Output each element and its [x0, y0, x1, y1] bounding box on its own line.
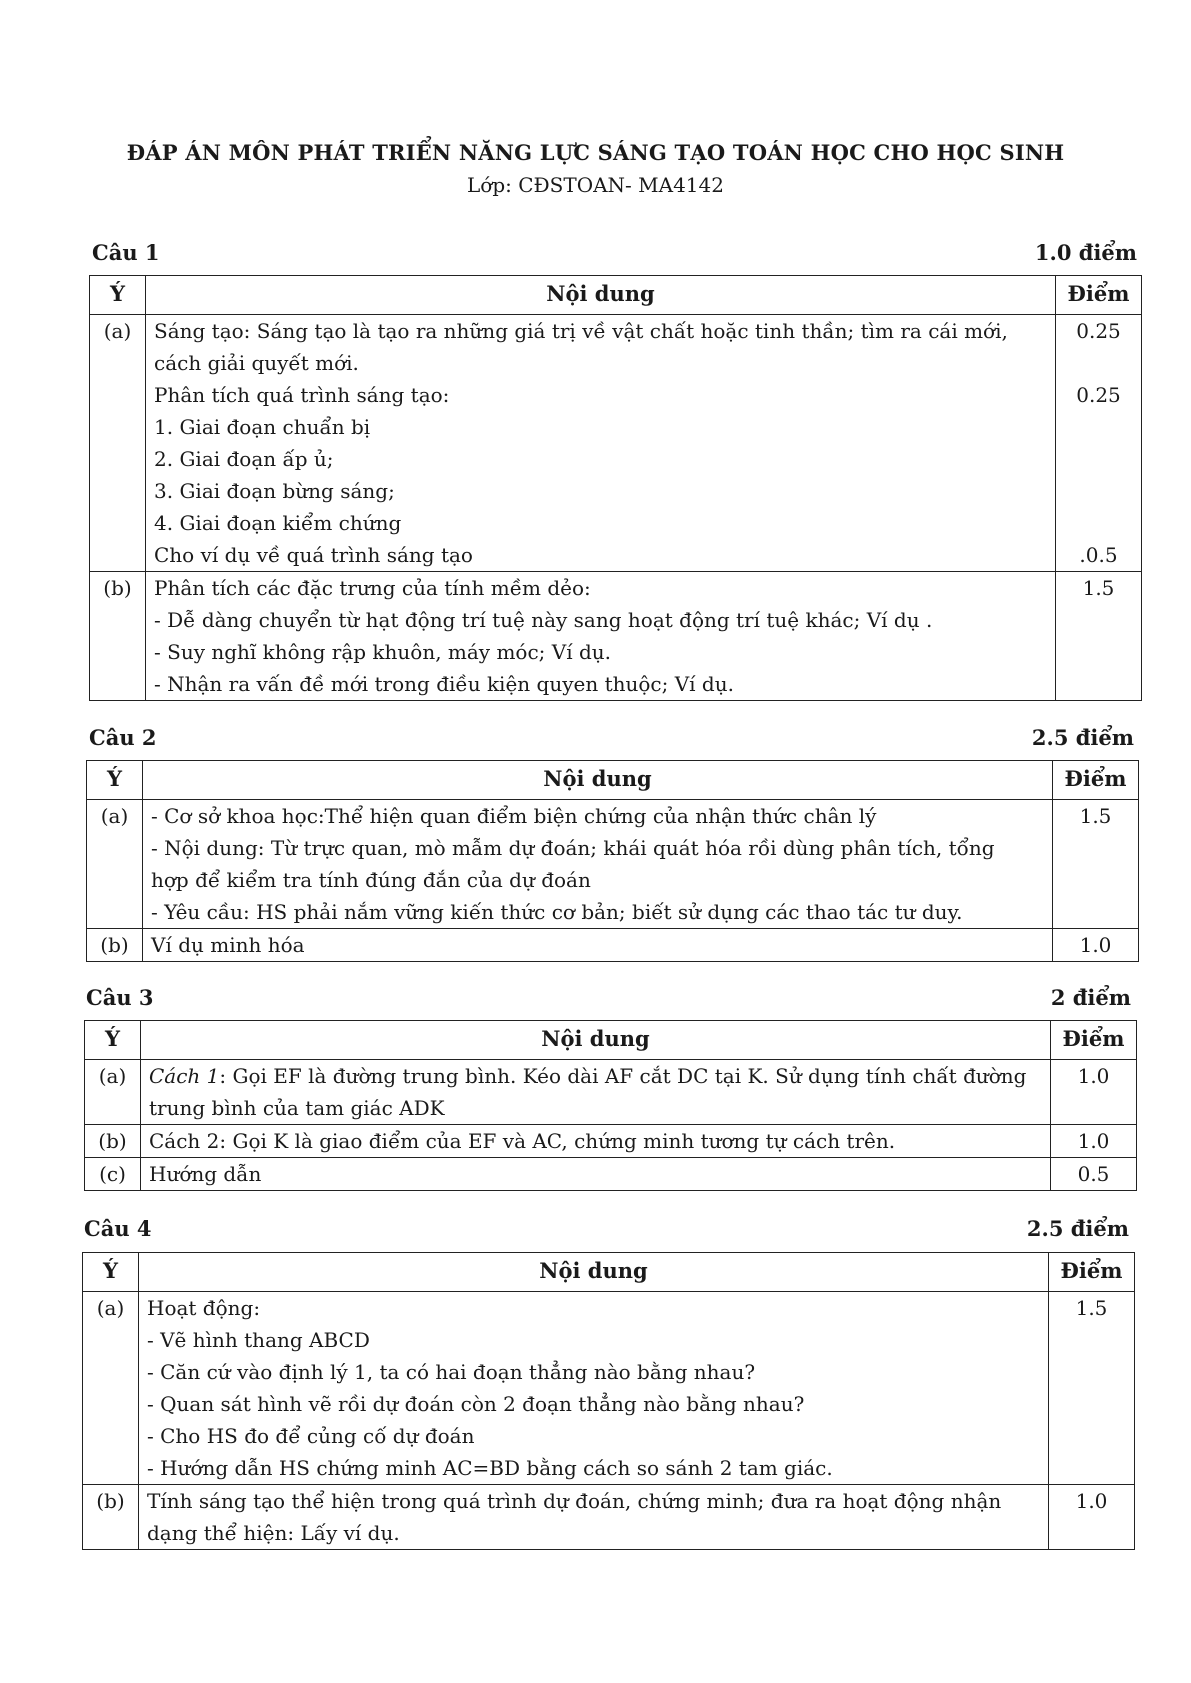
question-1-table — [89, 275, 1142, 701]
row-points — [1049, 1292, 1135, 1485]
row-points — [1051, 1158, 1137, 1191]
row-label: (b) — [90, 572, 146, 701]
row-label: (a) — [87, 800, 143, 929]
question-2-heading — [89, 725, 1134, 750]
row-points — [1053, 800, 1139, 929]
col-header-points: Điểm — [1049, 1253, 1135, 1292]
row-label: (a) — [85, 1060, 141, 1125]
table-row — [83, 1292, 1135, 1485]
content-line: Sáng tạo: Sáng tạo là tạo ra những giá trị về vật chất hoặc tinh thần; tìm ra cái mới, — [154, 319, 1008, 343]
table-header-row — [85, 1021, 1137, 1060]
content-line: - Dễ dàng chuyển từ hạt động trí tuệ này sang hoạt động trí tuệ khác; Ví dụ . — [154, 608, 933, 632]
content-line: Ví dụ minh hóa — [151, 933, 305, 957]
points-value: 1.0 — [1077, 1129, 1110, 1153]
row-points — [1053, 929, 1139, 962]
table-row — [85, 1158, 1137, 1191]
col-header-content: Nội dung — [139, 1253, 1049, 1292]
points-value: 1.0 — [1079, 933, 1112, 957]
content-line: Hướng dẫn — [149, 1162, 262, 1186]
content-line: 2. Giai đoạn ấp ủ; — [154, 447, 334, 471]
row-content — [146, 572, 1056, 701]
content-line: Cho ví dụ về quá trình sáng tạo — [154, 543, 473, 567]
points-value: 0.25 — [1076, 383, 1121, 407]
points-value: 1.0 — [1075, 1489, 1108, 1513]
content-line: hợp để kiểm tra tính đúng đắn của dự đoán — [151, 868, 591, 892]
content-line: - Cơ sở khoa học:Thể hiện quan điểm biện chứng của nhận thức chân lý — [151, 804, 877, 828]
row-points — [1056, 572, 1142, 701]
content-line: - Vẽ hình thang ABCD — [147, 1328, 370, 1352]
row-content — [141, 1158, 1051, 1191]
row-points — [1051, 1125, 1137, 1158]
question-4-label: Câu 4 — [84, 1216, 152, 1241]
content-line: Cách 2: Gọi K là giao điểm của EF và AC, chứng minh tương tự cách trên. — [149, 1129, 896, 1153]
question-3-table — [84, 1020, 1137, 1191]
row-points — [1051, 1060, 1137, 1125]
question-3-points: 2 điểm — [1050, 985, 1131, 1010]
col-header-y: Ý — [85, 1021, 141, 1060]
content-line: - Nhận ra vấn đề mới trong điều kiện quyen thuộc; Ví dụ. — [154, 672, 734, 696]
content-line: cách giải quyết mới. — [154, 351, 359, 375]
points-value — [1056, 443, 1141, 475]
content-line: Hoạt động: — [147, 1296, 261, 1320]
question-1-points: 1.0 điểm — [1034, 240, 1137, 265]
table-header-row — [83, 1253, 1135, 1292]
row-points — [1056, 315, 1142, 572]
question-3-label: Câu 3 — [86, 985, 154, 1010]
table-row — [83, 1485, 1135, 1550]
col-header-points: Điểm — [1056, 276, 1142, 315]
content-line: Phân tích các đặc trưng của tính mềm dẻo: — [154, 576, 591, 600]
class-code: Lớp: CĐSTOAN- MA4142 — [467, 173, 724, 197]
col-header-content: Nội dung — [146, 276, 1056, 315]
table-row — [85, 1060, 1137, 1125]
row-label: (b) — [87, 929, 143, 962]
table-row — [87, 929, 1139, 962]
points-value: 1.5 — [1082, 576, 1115, 600]
content-line: 4. Giai đoạn kiểm chứng — [154, 511, 402, 535]
method-label: Cách 1 — [149, 1064, 220, 1088]
row-points — [1049, 1485, 1135, 1550]
points-value: .0.5 — [1079, 543, 1118, 567]
question-3-heading — [86, 985, 1131, 1010]
table-row — [87, 800, 1139, 929]
question-2-table — [86, 760, 1139, 962]
row-content — [139, 1485, 1049, 1550]
question-4-heading — [84, 1216, 1129, 1241]
points-value — [1056, 411, 1141, 443]
question-1-label: Câu 1 — [92, 240, 160, 265]
row-label: (a) — [83, 1292, 139, 1485]
col-header-content: Nội dung — [143, 761, 1053, 800]
col-header-y: Ý — [90, 276, 146, 315]
row-content — [139, 1292, 1049, 1485]
content-line: - Căn cứ vào định lý 1, ta có hai đoạn thẳng nào bằng nhau? — [147, 1360, 756, 1384]
points-value — [1056, 507, 1141, 539]
row-label: (b) — [85, 1125, 141, 1158]
points-value: 1.5 — [1075, 1296, 1108, 1320]
table-row — [90, 572, 1142, 701]
points-value: 0.25 — [1076, 319, 1121, 343]
col-header-points: Điểm — [1053, 761, 1139, 800]
question-4-points: 2.5 điểm — [1026, 1216, 1129, 1241]
points-value — [1056, 475, 1141, 507]
col-header-content: Nội dung — [141, 1021, 1051, 1060]
col-header-y: Ý — [83, 1253, 139, 1292]
content-line: - Suy nghĩ không rập khuôn, máy móc; Ví dụ. — [154, 640, 612, 664]
content-line — [149, 1060, 1042, 1092]
content-line: trung bình của tam giác ADK — [149, 1096, 445, 1120]
row-label: (a) — [90, 315, 146, 572]
content-line: 1. Giai đoạn chuẩn bị — [154, 415, 371, 439]
row-content — [141, 1125, 1051, 1158]
document-title: ĐÁP ÁN MÔN PHÁT TRIỂN NĂNG LỰC SÁNG TẠO TOÁN HỌC CHO HỌC SINH — [126, 140, 1065, 165]
row-label: (c) — [85, 1158, 141, 1191]
content-line: 3. Giai đoạn bừng sáng; — [154, 479, 395, 503]
points-value: 0.5 — [1077, 1162, 1110, 1186]
document-header — [0, 140, 1191, 197]
content-line: - Cho HS đo để củng cố dự đoán — [147, 1424, 475, 1448]
points-value: 1.0 — [1077, 1064, 1110, 1088]
question-4-table — [82, 1252, 1135, 1550]
col-header-y: Ý — [87, 761, 143, 800]
content-line: dạng thể hiện: Lấy ví dụ. — [147, 1521, 400, 1545]
question-2-points: 2.5 điểm — [1031, 725, 1134, 750]
points-value: 1.5 — [1079, 804, 1112, 828]
question-1-heading — [92, 240, 1137, 265]
question-2-label: Câu 2 — [89, 725, 157, 750]
table-row — [90, 315, 1142, 572]
table-header-row — [90, 276, 1142, 315]
content-line: Tính sáng tạo thể hiện trong quá trình dự đoán, chứng minh; đưa ra hoạt động nhận — [147, 1489, 1002, 1513]
content-line: Phân tích quá trình sáng tạo: — [154, 383, 450, 407]
row-content — [143, 929, 1053, 962]
content-line: - Nội dung: Từ trực quan, mò mẫm dự đoán; khái quát hóa rồi dùng phân tích, tổng — [151, 836, 995, 860]
content-text: : Gọi EF là đường trung bình. Kéo dài AF cắt DC tại K. Sử dụng tính chất đường — [219, 1064, 1027, 1088]
col-header-points: Điểm — [1051, 1021, 1137, 1060]
table-header-row — [87, 761, 1139, 800]
points-value — [1056, 347, 1141, 379]
content-line: - Quan sát hình vẽ rồi dự đoán còn 2 đoạn thẳng nào bằng nhau? — [147, 1392, 805, 1416]
content-line: - Yêu cầu: HS phải nắm vững kiến thức cơ bản; biết sử dụng các thao tác tư duy. — [151, 900, 963, 924]
row-content — [141, 1060, 1051, 1125]
row-content — [146, 315, 1056, 572]
content-line: - Hướng dẫn HS chứng minh AC=BD bằng cách so sánh 2 tam giác. — [147, 1456, 833, 1480]
row-content — [143, 800, 1053, 929]
row-label: (b) — [83, 1485, 139, 1550]
table-row — [85, 1125, 1137, 1158]
